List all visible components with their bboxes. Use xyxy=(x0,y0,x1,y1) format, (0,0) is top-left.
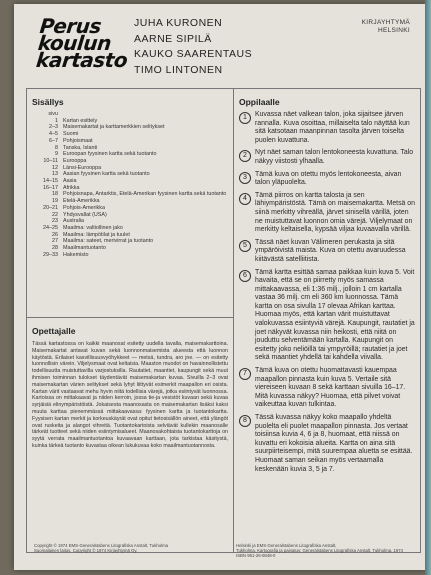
toc-entry xyxy=(32,118,230,125)
lesson-item xyxy=(239,149,415,166)
toc-entry xyxy=(32,232,230,239)
toc-entry xyxy=(32,198,230,205)
toc-entry xyxy=(32,124,230,131)
toc-title: Afrikka xyxy=(63,184,80,191)
toc-page-number: 4–5 xyxy=(49,131,58,138)
logo-line-3: kartasto xyxy=(35,48,129,72)
toc-page-number: 13 xyxy=(52,171,58,178)
toc-entry xyxy=(32,191,230,198)
lesson-item xyxy=(239,269,415,364)
toc-page-number: 28 xyxy=(52,245,58,252)
column-divider xyxy=(233,89,234,552)
toc-entry xyxy=(32,178,230,185)
contents-heading: Sisällys xyxy=(32,97,64,107)
lesson-text: Tämä kuva on otettu huomattavasti kauempaa maapallon pinnasta kuin kuva 5. Vertaile sitä viereiseen kuvaan 8 sekä karttaan sivuilla 16–17. Mitä kuvassa näkyy? Huomaa, että pilvet voivat vaikeuttaa kuvan tulkintaa. xyxy=(255,367,406,409)
lesson-item xyxy=(239,414,415,474)
copyright-left xyxy=(34,543,224,553)
toc-page-number: 2–3 xyxy=(49,124,58,131)
toc-title: Länsi-Eurooppa xyxy=(63,164,102,171)
publisher xyxy=(362,19,410,35)
toc-title: Maailma: valtiollinen jako xyxy=(63,224,123,231)
lesson-item xyxy=(239,367,415,410)
toc-page-number: 12 xyxy=(52,164,58,171)
logo-line-1: Perus xyxy=(38,14,103,38)
lesson-text: Tämä kuva on otettu myös lentokoneesta, aivan talon yläpuolelta. xyxy=(255,170,402,187)
toc-title: Maailma: sateet, merivirrat ja tuotanto xyxy=(63,238,154,245)
toc-entry xyxy=(32,151,230,158)
author-name: JUHA KURONEN xyxy=(134,17,223,29)
toc-title: Etelä-Amerikka xyxy=(63,198,100,205)
author-list xyxy=(134,16,252,78)
toc-entry xyxy=(32,218,230,225)
toc-entry xyxy=(32,205,230,212)
lesson-text: Tässä kuvassa näkyy koko maapallo yhdeltä puolelta eli puolet maapallon pinnasta. Jos vertaat toisiinsa kuvia 4, 6 ja 8, huomaat, että niissä on kuvattu eri kokoisia alueita. Kartta on aina sitä suurpiirteisempi, mitä suurempaa aluetta se esittää. Huomaat saman seikan myös vertaamalla keskenään kuvia 3, 5 ja 7. xyxy=(255,414,413,473)
toc-page-number: 19 xyxy=(52,198,58,205)
lesson-number: 4 xyxy=(239,193,251,205)
toc-page-number: 22 xyxy=(52,211,58,218)
toc-entry xyxy=(32,238,230,245)
toc-page-number: 9 xyxy=(55,151,58,158)
toc-title: Tanska, Islanti xyxy=(63,144,98,151)
toc-entry xyxy=(32,171,230,178)
atlas-logo xyxy=(35,14,129,72)
toc-entry xyxy=(32,252,230,259)
toc-title: Pohjois-Amerikka xyxy=(63,204,105,211)
toc-title: Euroopan fyysinen kartta sekä tuotanto xyxy=(63,151,157,158)
copyright-line: Copyright © 1974 EMS-Generalstabens Litografiska Anstalt, Tukholma xyxy=(34,543,169,548)
toc-page-label: sivu xyxy=(48,111,58,117)
lesson-number: 1 xyxy=(239,112,251,124)
lesson-text: Nyt näet saman talon lentokoneesta kuvattuna. Talo näkyy viistosti ylhaalla. xyxy=(255,149,414,165)
lessons-heading: Oppilaalle xyxy=(239,97,280,107)
lesson-text: Tämä piirros on kartta talosta ja sen lähiympäristöstä. Tämä on maisemakartta. Metsä on siinä merkitty vihreällä, järvet sinisellä värillä, joten ne muistuttavat luonnon omia värejä. Viljelymaat on merkitty keltaisella, kypsää viljaa kuvaavalla värillä. xyxy=(255,191,415,234)
toc-page-number: 18 xyxy=(52,191,58,198)
teacher-text: Tässä kartastossa on kaikki maanosat esitetty uudella tavalla, maisemakarttoina. Maisemakartat antavat kuvan sekä luonnonmaisemista alueesta että luonnon käytöstä. Erilaiset kasvillisuusvyöhykkeet — metsä, tundra, aro jne. — on esitetty luonnollisin värein. Viljelysmaat ovat keltaisia. Maaston muodot on havainnollistettu todellisuutta muistuttavilla varjostuksilla. Rautatiet, maantiet, kaupungit sekä muut ihmisen toiminnan tulokset täydentävät maisemakartan kuvaa. Sivuilla 2–3 ovat maisemakartan värien selitykset sekä lyhyt liittyvät esimerkit maapallon eri osista. Kartan värit vastaavat mehu hyvin niitä todellisia värejä, jotka esiintyvät luonnossa. Kartoissa on mittakaavat ja niiden kerroin, jossa tie-ja vesistöt kuvaan sekä kuvaa syrjäisiä elinympäristöistä. Jokaisesta maanosasta on maisemakartan lisäksi kaksi muuta karttaa pienemmässä mittakaavassa: fyysinen kartta ja tuotantokartta. Fyysisen kartan merkit ja korkeuskäyrät ovat opitut tietosisällön aineet, että ylängöt ovat ruskeita ja alangot vihreitä. Tuotantokartoista selviävät kullekin maanosalle tärkeät tuotteet sekä niiden esiintymisalueet. Maanosakohtaisia tuotantokarttoja on syytä verrata maailmantuotantoa kuvaavaan karttaan, jota tarkistaa käsitystä, kuinka tärkeä tuotanto kuvastaa oikean lukukuvaa koko maailmantuotannosta. xyxy=(32,341,228,449)
toc-title: Hakemisto xyxy=(63,251,89,258)
author-name: TIMO LINTONEN xyxy=(134,63,223,76)
toc-page-number: 8 xyxy=(55,144,58,151)
toc-page-number: 29–33 xyxy=(43,251,58,258)
toc-title: Aasia xyxy=(63,178,77,185)
toc-title: Maailmantuotanto xyxy=(63,245,106,252)
lesson-number: 2 xyxy=(239,150,251,162)
toc-page-number: 26 xyxy=(52,231,58,238)
toc-page-number: 24–25 xyxy=(43,224,58,231)
lesson-number: 3 xyxy=(239,172,251,184)
toc-title: Maisemakartat ja karttamerkkien selitykset xyxy=(63,124,165,131)
atlas-page xyxy=(14,4,426,570)
toc-entry xyxy=(32,185,230,192)
isbn: ISBN 951-26-0848-0 xyxy=(236,553,276,559)
logo-line-2: koulun xyxy=(36,31,113,55)
copyright-right xyxy=(236,543,416,559)
lesson-number: 6 xyxy=(239,270,251,282)
toc-entry xyxy=(32,212,230,219)
toc-title: Eurooppa xyxy=(63,157,87,164)
toc-page-number: 23 xyxy=(52,218,58,225)
toc-title: Pohjoismaat xyxy=(63,137,93,144)
toc-entry xyxy=(32,138,230,145)
lesson-list xyxy=(239,111,415,478)
toc-page-number: 16–17 xyxy=(43,184,58,191)
toc-page-number: 10–11 xyxy=(43,157,58,164)
author-name: KAUKO SAARENTAUS xyxy=(134,48,253,60)
publisher-name: KIRJAYHTYMÄ xyxy=(361,19,410,26)
lesson-item xyxy=(239,192,415,235)
toc-page-label-row xyxy=(32,111,230,118)
toc-entry xyxy=(32,165,230,172)
author-name: AARNE SIPILÄ xyxy=(134,32,212,45)
lesson-text: Tämä kartta esittää samaa paikkaa kuin kuva 5. Voit havaita, että se on piirretty myös samassa mittakaavassa, eli 1:36 milj., jolloin 1 cm kartalla vastaa 36 milj. cm eli 360 km luonnossa. Tämä kartta on osa sivulla 17 olevaa Afrikan karttaa. Huomaa myös, että kartan värit muistuttavat valokuvassa esiintyviä värejä. Kaupungit, rautatiet ja joet näkyvät kuvassa niin heikosti, että niitä on jouduttu selventämään kartalla. Kaupungit on esitetty joko neliöillä tai ympyröillä; rautatiet ja joet sekä maantiet yhdellä tai kahdella viivalla. xyxy=(255,268,415,362)
lesson-item xyxy=(239,111,415,145)
toc-title: Pohjoisnapa, Antarktis, Etelä-Amerikan fyysinen kartta sekä tuotanto xyxy=(63,191,227,198)
info-box xyxy=(26,88,421,553)
lesson-number: 7 xyxy=(239,368,251,380)
lesson-item xyxy=(239,171,415,188)
toc-entry xyxy=(32,245,230,252)
toc-title: Australia xyxy=(63,218,84,225)
toc-page-number: 27 xyxy=(52,238,58,245)
toc-entry xyxy=(32,158,230,165)
table-of-contents xyxy=(32,111,230,258)
copyright-line: Suomalainen laitos. Copyright © 1974 Kirjayhtymä Oy. xyxy=(34,548,138,554)
toc-title: Suomi xyxy=(63,131,79,138)
publisher-city: HELSINKI xyxy=(377,27,410,34)
toc-page-number: 20–21 xyxy=(43,204,58,211)
copyright-line: Tukholma. Kartografia ja painatus: Generalstabens Litografiska Anstalt, Tukholma, 1974 xyxy=(236,548,404,554)
lesson-item xyxy=(239,239,415,265)
toc-entry xyxy=(32,131,230,138)
toc-entry xyxy=(32,145,230,152)
toc-page-number: 14–15 xyxy=(43,178,58,185)
teacher-heading: Opettajalle xyxy=(32,326,76,336)
toc-page-number: 1 xyxy=(55,117,58,124)
toc-title: Kartan esittely xyxy=(63,117,98,124)
toc-entry xyxy=(32,225,230,232)
adjacent-page-edge xyxy=(425,0,431,575)
lesson-text: Kuvassa näet valkean talon, joka sijaitsee järven rannalla. Kuva osoittaa, millaiselta talo näyttää kun sitä katsotaan maanpinnan tasolta järven toiselta puolen kuvattuna. xyxy=(255,111,410,144)
lesson-number: 8 xyxy=(239,415,251,427)
lesson-number: 5 xyxy=(239,240,251,252)
copyright-line: Helsinki ja EMS-Generalstabens Litografiska Anstalt, xyxy=(236,543,337,548)
row-divider xyxy=(27,317,233,318)
lesson-text: Tässä näet kuvan Välimeren perukasta ja sitä ympäröivistä maista. Kuva on otettu avaruudessa kiitävästä satelliitista. xyxy=(255,238,406,263)
toc-title: Maailma: lämpötilat ja tuulet xyxy=(63,231,130,238)
toc-title: Aasian fyysinen kartta sekä tuotanto xyxy=(63,171,150,178)
toc-page-number: 6–7 xyxy=(49,137,58,144)
toc-title: Yhdysvallat (USA) xyxy=(63,211,107,218)
